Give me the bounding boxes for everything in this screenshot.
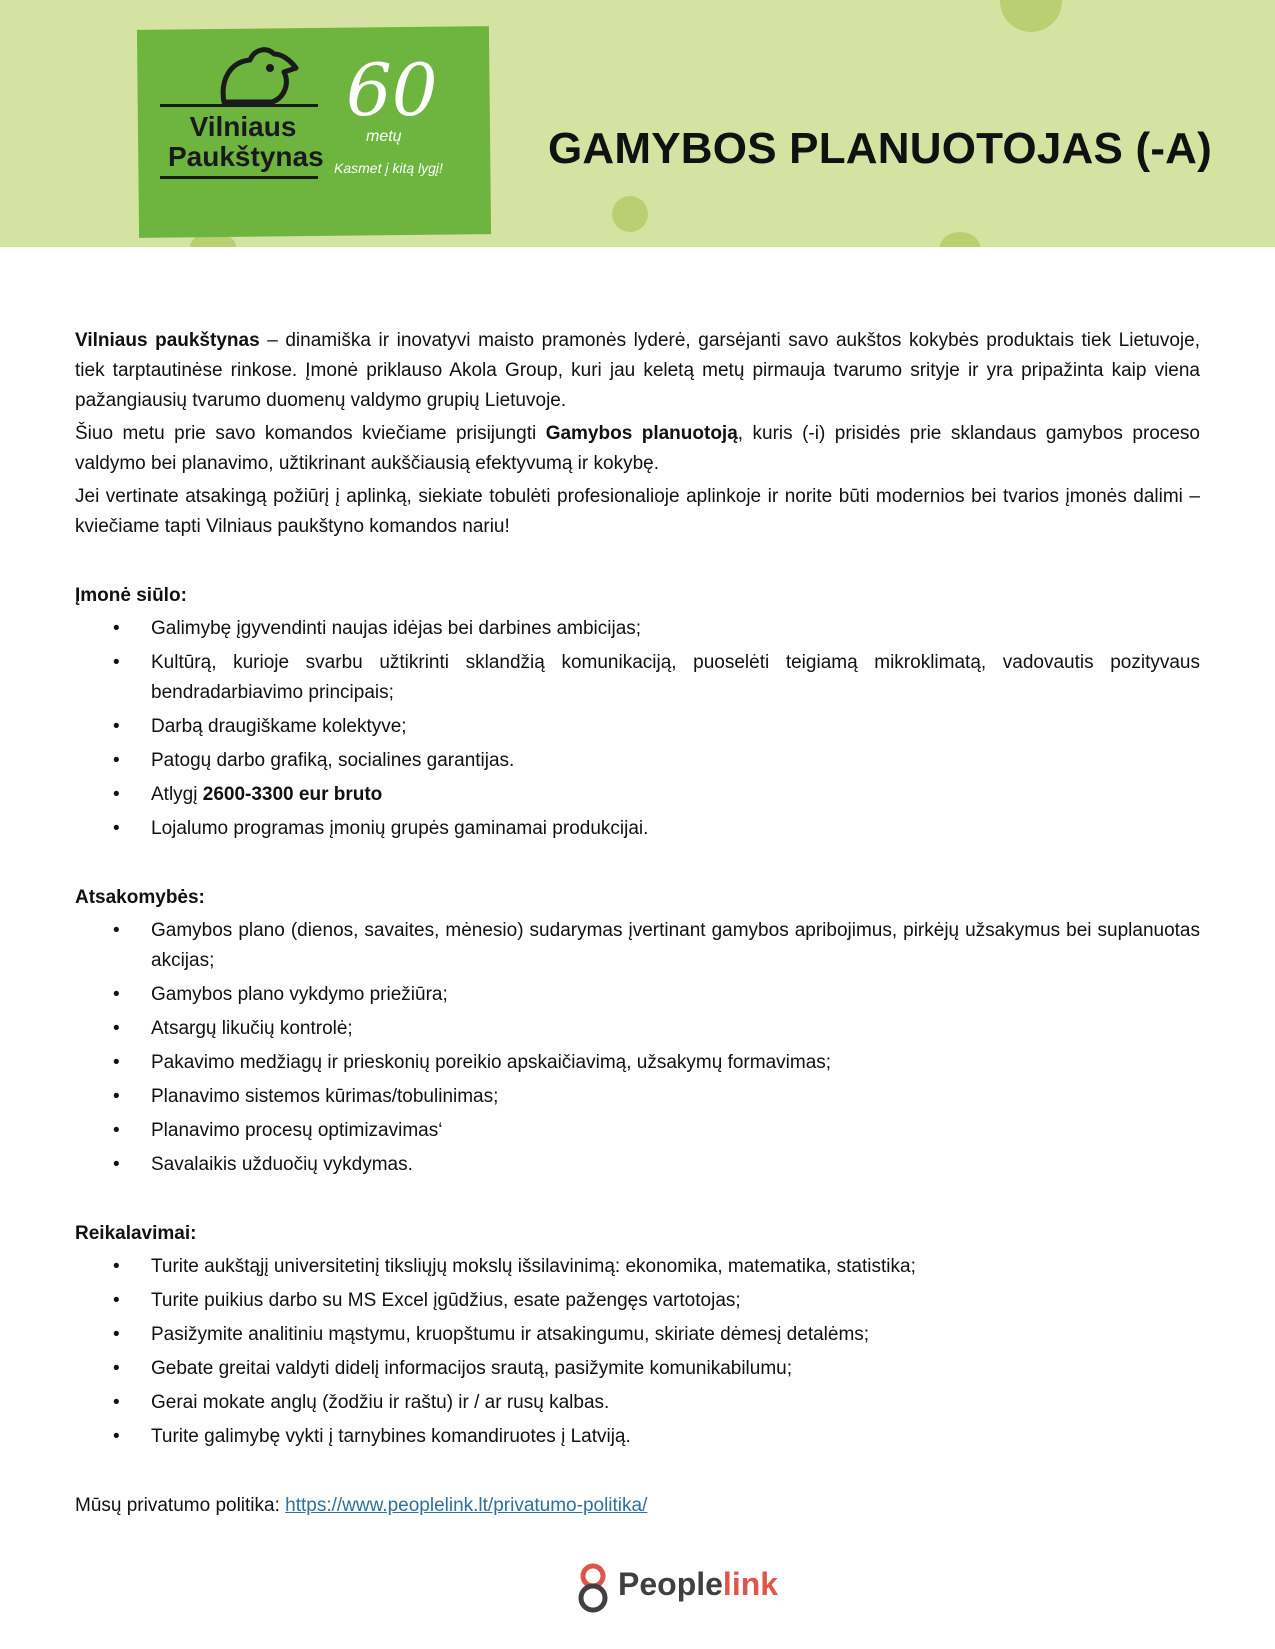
- offer-list: [75, 614, 1200, 844]
- slogan: Kasmet į kitą lygį!: [334, 160, 443, 176]
- list-item-salary: [151, 780, 1200, 810]
- intro-text: Šiuo metu prie savo komandos kviečiame prisijungti: [75, 423, 546, 444]
- logo-line: [160, 104, 318, 107]
- list-item: • Planavimo sistemos kūrimas/tobulinimas;: [151, 1082, 1200, 1112]
- job-description: [75, 326, 1200, 1524]
- list-item: • Gebate greitai valdyti didelį informacijos srautą, pasižymite komunikabilumu;: [151, 1354, 1200, 1384]
- list-item: • Turite puikius darbo su MS Excel įgūdžius, esate pažengęs vartotojas;: [151, 1286, 1200, 1316]
- intro-text: , kuris (-i) prisidės prie sklandaus gamybos proceso valdymo bei planavimo, užtikrinant aukščiausią efektyvumą ir kokybę.: [75, 423, 1200, 474]
- decor-blob: [1000, 0, 1062, 32]
- page-title: GAMYBOS PLANUOTOJAS (-A): [548, 124, 1213, 173]
- list-item: • Planavimo procesų optimizavimas‘: [151, 1116, 1200, 1146]
- requirements-heading: Reikalavimai:: [75, 1223, 197, 1244]
- brand-line1: Vilniaus: [189, 111, 297, 142]
- intro-paragraph-2: [75, 419, 1200, 479]
- peoplelink-logo-part1: People: [618, 1566, 723, 1602]
- list-item: • Savalaikis užduočių vykdymas.: [151, 1150, 1200, 1180]
- privacy-policy: [75, 1491, 1200, 1521]
- company-logo-text: [168, 111, 324, 172]
- list-item: • Pasižymite analitiniu mąstymu, kruopštumu ir atsakingumu, skiriate dėmesį detalėms;: [151, 1320, 1200, 1350]
- intro-paragraph-1: [75, 326, 1200, 416]
- logo-line: [160, 176, 318, 179]
- peoplelink-logo-icon: [571, 1562, 615, 1614]
- anniversary-unit: metų: [366, 128, 402, 145]
- responsibilities-list: [75, 916, 1200, 1180]
- list-item: • Kultūrą, kurioje svarbu užtikrinti sklandžią komunikaciją, puoselėti teigiamą mikroklimatą, vadovautis pozityvaus bendradarbiavimo principais;: [151, 648, 1200, 708]
- list-item: • Gamybos plano (dienos, savaites, mėnesio) sudarymas įvertinant gamybos apribojimus, pirkėjų užsakymus bei suplanuotas akcijas;: [151, 916, 1200, 976]
- decor-blob: [612, 196, 648, 232]
- list-item: • Turite aukštąjį universitetinį tiksliųjų mokslų išsilavinimą: ekonomika, matematika, statistika;: [151, 1252, 1200, 1282]
- list-item: • Darbą draugiškame kolektyve;: [151, 712, 1200, 742]
- list-item: • Galimybę įgyvendinti naujas idėjas bei darbines ambicijas;: [151, 614, 1200, 644]
- list-item: • Lojalumo programas įmonių grupės gaminamai produkcijai.: [151, 814, 1200, 844]
- position-name: Gamybos planuotoją: [545, 423, 738, 444]
- salary-value: 2600-3300 eur bruto: [202, 784, 383, 805]
- list-item: • Pakavimo medžiagų ir prieskonių poreikio apskaičiavimą, užsakymų formavimas;: [151, 1048, 1200, 1078]
- anniversary-number: 60: [346, 48, 438, 132]
- privacy-policy-link[interactable]: https://www.peoplelink.lt/privatumo-politika/: [285, 1495, 648, 1516]
- peoplelink-logo: [618, 1566, 778, 1603]
- company-name: Vilniaus paukštynas: [75, 330, 260, 351]
- intro-paragraph-3: Jei vertinate atsakingą požiūrį į aplinką, siekiate tobulėti profesionalioje aplinkoje ir norite būti modernios bei tvarios įmonės dalimi – kviečiame tapti Vilniaus paukštyno komandos nariu!: [75, 486, 1200, 537]
- responsibilities-heading: Atsakomybės:: [75, 887, 205, 908]
- decor-blob: [940, 232, 980, 247]
- list-item: • Gamybos plano vykdymo priežiūra;: [151, 980, 1200, 1010]
- list-item: • Patogų darbo grafiką, socialines garantijas.: [151, 746, 1200, 776]
- brand-line2: Paukštynas: [168, 141, 324, 172]
- privacy-label: Mūsų privatumo politika:: [75, 1495, 286, 1516]
- chick-icon: [210, 40, 306, 114]
- list-item: • Atsargų likučių kontrolė;: [151, 1014, 1200, 1044]
- intro-text: – dinamiška ir inovatyvi maisto pramonės lyderė, garsėjanti savo aukštos kokybės produktais tiek Lietuvoje, tiek tarptautinėse rinkose. Įmonė priklauso Akola Group, kuri jau keletą metų pirmauja tvarumo srityje ir yra pripažinta kaip viena pažangiausių tvarumo duomenų valdymo grupių Lietuvoje.: [75, 330, 1200, 411]
- salary-label: Atlygį: [151, 784, 203, 805]
- peoplelink-logo-part2: link: [722, 1566, 779, 1602]
- list-item: • Gerai mokate anglų (žodžiu ir raštu) ir / ar rusų kalbas.: [151, 1388, 1200, 1418]
- requirements-list: [75, 1252, 1200, 1452]
- offer-heading: Įmonė siūlo:: [75, 585, 187, 606]
- list-item: • Turite galimybę vykti į tarnybines komandiruotes į Latviją.: [151, 1422, 1200, 1452]
